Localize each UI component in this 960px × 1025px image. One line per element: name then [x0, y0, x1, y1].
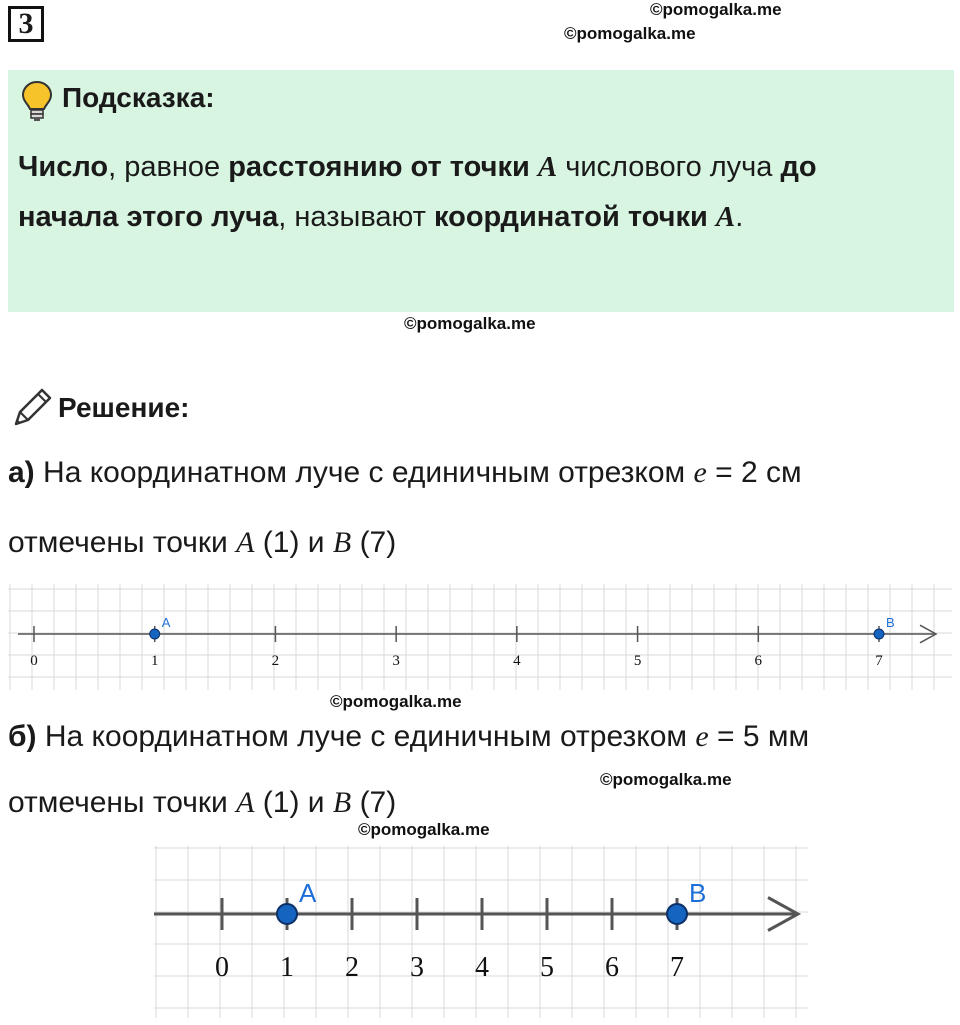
math-variable: e: [695, 720, 709, 753]
watermark: ©pomogalka.me: [404, 314, 536, 333]
part-text-run: отмечены точки: [8, 786, 237, 819]
point-a: [150, 629, 160, 639]
part-text-run: (1) и: [254, 526, 333, 559]
tick-label: 5: [633, 653, 642, 669]
watermark: ©pomogalka.me: [600, 770, 732, 789]
tick-label: 0: [30, 653, 38, 669]
math-variable: e: [693, 456, 707, 489]
hint-bold-run: расстоянию от точки: [228, 151, 538, 183]
math-variable: B: [332, 526, 352, 559]
point-a: [277, 904, 297, 924]
hint-text: [18, 142, 948, 242]
hint-bold-run: до: [780, 151, 817, 183]
tick-label: 2: [345, 952, 359, 983]
solution-title: Решение:: [58, 392, 190, 423]
tick-label: 1: [150, 653, 159, 669]
part-a-line-2: [8, 526, 396, 560]
math-variable: A: [537, 151, 558, 183]
tick-label: 2: [271, 653, 280, 669]
hint-text-run: , называют: [278, 201, 434, 233]
part-text-run: На координатном луче с единичным отрезком: [36, 720, 696, 753]
tick-label: 4: [475, 952, 489, 983]
part-text-run: = 5 мм: [708, 720, 810, 753]
tick-label: 6: [605, 952, 619, 983]
pencil-icon: [10, 386, 54, 430]
number-line-a: [8, 584, 952, 690]
hint-text-run: числового луча: [557, 151, 781, 183]
math-variable: A: [236, 526, 255, 559]
tick-label: 7: [670, 952, 684, 983]
task-number: 3: [8, 6, 44, 42]
hint-title: Подсказка:: [62, 82, 215, 113]
tick-label: 5: [540, 952, 554, 983]
hint-text-run: , равное: [108, 151, 229, 183]
tick-label: 1: [280, 952, 294, 983]
point-label-b: B: [689, 878, 707, 908]
part-b-line-2: [8, 786, 396, 820]
math-variable: A: [715, 201, 736, 233]
tick-label: 0: [215, 952, 229, 983]
part-text-run: (7): [351, 526, 397, 559]
watermark: ©pomogalka.me: [358, 820, 490, 839]
tick-label: 3: [392, 653, 400, 669]
tick-label: 4: [513, 653, 521, 669]
part-text-run: отмечены точки: [8, 526, 237, 559]
part-text-run: (7): [351, 786, 397, 819]
math-variable: A: [236, 786, 255, 819]
point-b: [874, 629, 884, 639]
point-label-b: B: [886, 615, 895, 630]
part-label: б): [8, 720, 37, 753]
lightbulb-icon: [20, 80, 54, 122]
number-line-b: [154, 846, 808, 1018]
tick-label: 7: [875, 653, 883, 669]
point-label-a: A: [161, 615, 171, 630]
hint-bold-run: начала этого луча: [18, 201, 279, 233]
hint-line-2: [18, 192, 948, 242]
math-variable: B: [332, 786, 352, 819]
watermark: ©pomogalka.me: [564, 24, 696, 43]
part-label: а): [8, 456, 35, 489]
tick-label: 6: [754, 653, 763, 669]
part-text-run: На координатном луче с единичным отрезком: [34, 456, 694, 489]
watermark: ©pomogalka.me: [650, 0, 782, 19]
hint-text-run: .: [735, 201, 744, 233]
part-b-line-1: [8, 720, 809, 754]
watermark: ©pomogalka.me: [330, 692, 462, 711]
point-b: [667, 904, 687, 924]
hint-term: Число: [18, 151, 109, 183]
hint-bold-run: координатой точки: [434, 201, 716, 233]
point-label-a: A: [299, 878, 317, 908]
tick-label: 3: [410, 952, 424, 983]
hint-line-1: [18, 142, 948, 192]
part-text-run: = 2 см: [706, 456, 802, 489]
part-text-run: (1) и: [254, 786, 333, 819]
part-a-line-1: [8, 456, 802, 490]
